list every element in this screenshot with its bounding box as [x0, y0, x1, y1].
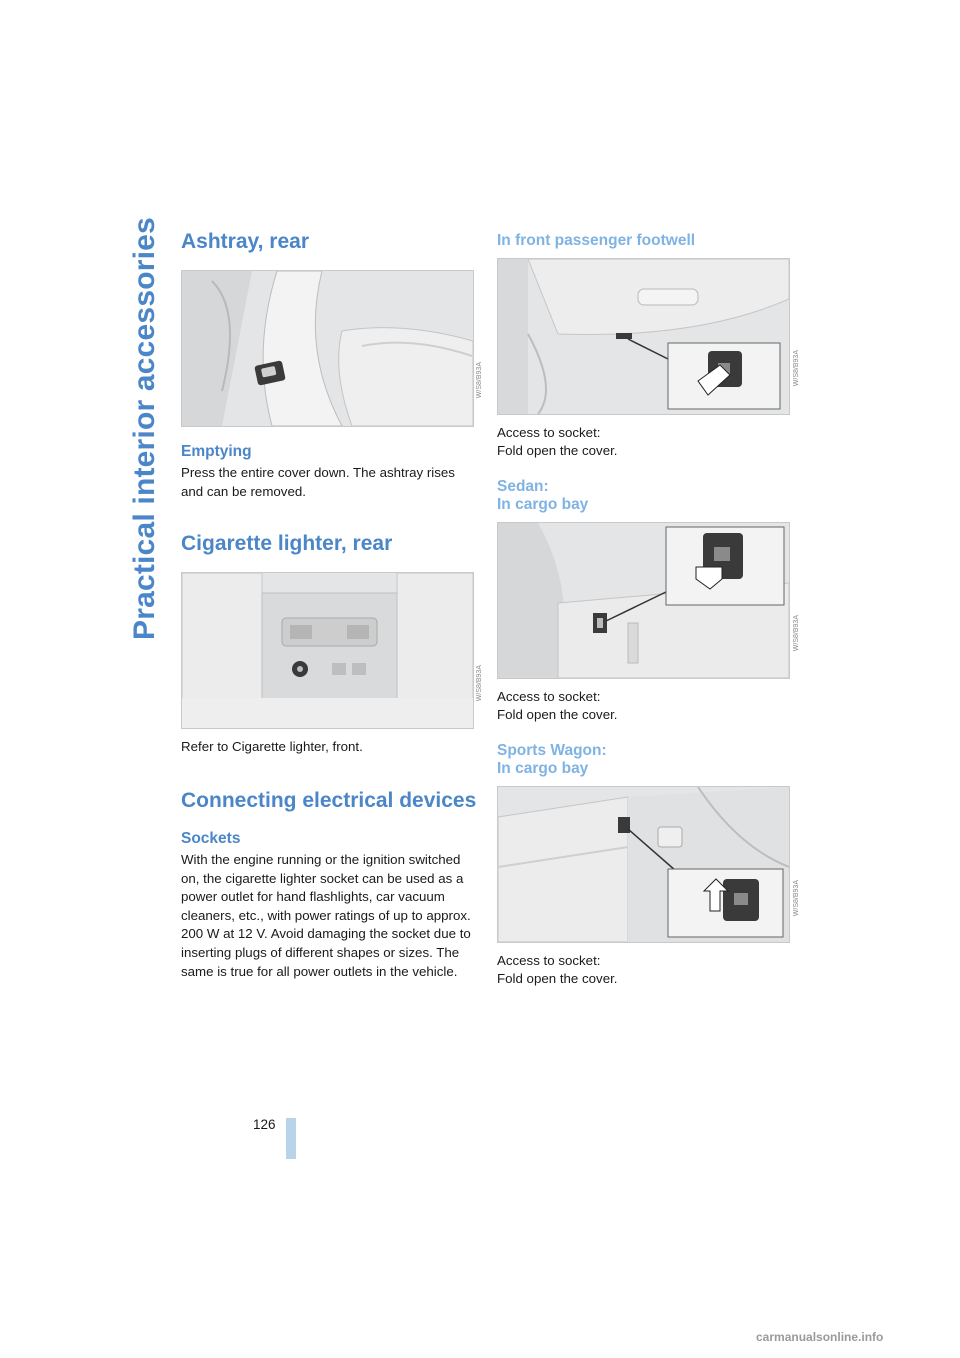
sedan-fold-text: Fold open the cover. — [497, 707, 618, 722]
emptying-text: Press the entire cover down. The ashtray rises and can be removed. — [181, 465, 455, 499]
footwell-fold-text: Fold open the cover. — [497, 443, 618, 458]
page-number: 126 — [253, 1117, 276, 1132]
footwell-socket-illustration — [497, 258, 790, 415]
wagon-fold-text: Fold open the cover. — [497, 971, 618, 986]
subheading-sockets: Sockets — [181, 830, 241, 847]
wagon-access-text: Access to socket: — [497, 953, 601, 968]
watermark: carmanualsonline.info — [756, 1330, 884, 1344]
heading-sedan-cargo-bay: In cargo bay — [497, 496, 589, 513]
ashtray-illustration — [181, 270, 474, 427]
heading-cigarette-lighter-rear: Cigarette lighter, rear — [181, 532, 393, 555]
figure-code: W/S8/B93A — [793, 615, 800, 652]
heading-ashtray-rear: Ashtray, rear — [181, 230, 310, 253]
heading-wagon-cargo-bay: In cargo bay — [497, 760, 589, 777]
cigarette-lighter-illustration — [181, 572, 474, 729]
chapter-title-text: Practical interior accessories — [128, 217, 161, 640]
sedan-access-text: Access to socket: — [497, 689, 601, 704]
footwell-access-text: Access to socket: — [497, 425, 601, 440]
figure-code: W/S8/B93A — [476, 362, 483, 399]
wagon-cargo-socket-illustration — [497, 786, 790, 943]
sockets-text: With the engine running or the ignition switched on, the cigarette lighter socket can be used as a power outlet for hand flashlights, car vacuum cleaners, etc., with power ratings of up to approx. 200 W at 12 V. Avoid damaging the socket due to inserting plugs of different shapes or sizes. The same is true for all power outlets in the vehicle. — [181, 852, 471, 979]
figure-code: W/S8/B93A — [476, 665, 483, 702]
heading-sedan: Sedan: — [497, 478, 549, 495]
lighter-refer-text: Refer to Cigarette lighter, front. — [181, 739, 363, 754]
heading-connecting-electrical-devices: Connecting electrical devices — [181, 789, 477, 812]
sedan-cargo-socket-illustration — [497, 522, 790, 679]
figure-code: W/S8/B93A — [793, 350, 800, 387]
figure-code: W/S8/B93A — [793, 880, 800, 917]
heading-front-passenger-footwell: In front passenger footwell — [497, 232, 696, 249]
chapter-side-title — [128, 0, 162, 1358]
page-marker-bar — [286, 1118, 296, 1159]
heading-sports-wagon: Sports Wagon: — [497, 742, 607, 759]
subheading-emptying: Emptying — [181, 443, 252, 460]
